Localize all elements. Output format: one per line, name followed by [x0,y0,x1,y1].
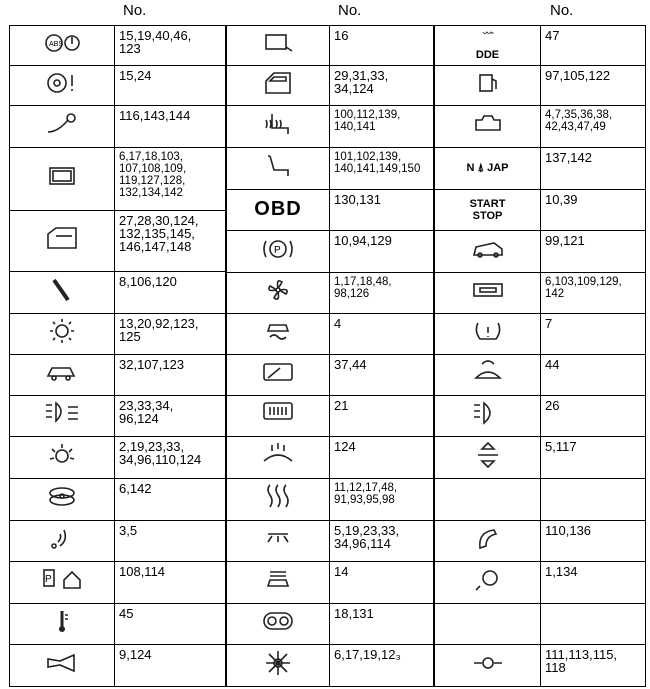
fuse-numbers: 6,17,18,103, 107,108,109, 119,127,128, 132,134,142 [115,147,226,210]
symbol-text: N ⍋ JAP [466,162,509,174]
steering-key-icon [468,566,508,594]
fuse-numbers: 101,102,139, 140,141,149,150 [330,147,434,189]
parking-brake-icon [258,235,298,263]
symbol-text: DDE [475,48,500,61]
fuse-numbers: 11,12,17,48, 91,93,95,98 [330,478,434,520]
park-distance-garage-icon [9,561,115,603]
fuse-numbers: 100,112,139, 140,141 [330,105,434,147]
thermometer-icon [42,607,82,635]
rear-defrost-icon [226,395,330,436]
row-divider [434,686,646,687]
fuse-numbers: 137,142 [541,147,646,189]
fuse-numbers: 99,121 [541,230,646,272]
reading-light-icon [226,520,330,561]
fuse-numbers: 27,28,30,124, 132,135,145, 146,147,148 [115,210,226,271]
car-wash-icon [226,561,330,603]
headlight-washer-icon [434,395,541,436]
fuse-numbers: 8,106,120 [115,271,226,313]
svg-text:ABS: ABS [49,40,64,48]
column-header-2: No. [338,2,362,19]
fuel-pump-icon [468,69,508,97]
fuse-numbers: 4,7,35,36,38, 42,43,47,49 [541,105,646,147]
car-key-icon [9,354,115,395]
column-header-3: No. [550,2,574,19]
abs-brake-warning-icon [42,29,82,57]
phone-icon [434,520,541,561]
headlight-fog-icon [9,395,115,436]
signal-waves-icon [42,524,82,552]
rear-wiper-icon [258,358,298,386]
fuse-numbers: 1,17,18,48, 98,126 [330,272,434,313]
display-screen-icon [9,147,115,210]
fuse-numbers: 130,131 [330,189,434,230]
seat-heating-icon [258,110,298,138]
seat-icon [258,152,298,180]
steering-key-icon [434,561,541,603]
glow-plug-dde-icon [434,25,541,65]
fuse-numbers: 9,124 [115,644,226,686]
seat-heating-icon [226,105,330,147]
washer-fluid-icon [468,358,508,386]
suv-icon [468,235,508,263]
fuse-numbers: 13,20,92,123, 125 [115,313,226,354]
wiper-blade-icon [9,271,115,313]
row-divider [9,686,226,687]
fuse-numbers: 97,105,122 [541,65,646,105]
twin-gauge-icon [226,603,330,644]
car-key-icon [42,358,82,386]
seat-icon [226,147,330,189]
suv-icon [434,230,541,272]
text-symbol [434,189,541,230]
fuse-numbers: 15,19,40,46, 123 [115,25,226,65]
front-defrost-icon [258,441,298,469]
fuse-numbers: 10,94,129 [330,230,434,272]
sunroof-control-icon [434,272,541,313]
symbol-text: START STOP [469,197,506,222]
seat-adjust-icon [434,436,541,478]
fuse-numbers: 108,114 [115,561,226,603]
column-header-1: No. [123,2,147,19]
mirror-icon [258,29,298,57]
plug-connector-icon [434,644,541,686]
thermometer-icon [9,603,115,644]
fuse-numbers: 45 [115,603,226,644]
fuel-pump-icon [434,65,541,105]
svg-text:P: P [45,573,52,585]
rear-defrost-icon [258,399,298,427]
fuse-numbers: 124 [330,436,434,478]
washer-fluid-icon [434,354,541,395]
phone-icon [468,524,508,552]
fuse-numbers: 44 [541,354,646,395]
tire-pressure-icon [434,313,541,354]
fuse-numbers: 23,33,34, 96,124 [115,395,226,436]
display-screen-icon [42,162,82,190]
cd-disc-icon [9,478,115,520]
fan-icon [226,272,330,313]
sunroof-control-icon [468,276,508,304]
fuse-numbers: 29,31,33, 34,124 [330,65,434,105]
snowflake-icon [258,649,298,677]
glow-plug-dde-icon [468,30,508,44]
fuse-numbers: 3,5 [115,520,226,561]
horn-icon [42,649,82,677]
steering-warning-icon [9,65,115,105]
door-open-icon [9,210,115,271]
heat-waves-icon [258,483,298,511]
row-divider [226,686,434,687]
fuse-numbers: 10,39 [541,189,646,230]
fuse-numbers: 2,19,23,33, 34,96,110,124 [115,436,226,478]
fuse-numbers: 5,117 [541,436,646,478]
parking-brake-icon [226,230,330,272]
fuse-numbers: 26 [541,395,646,436]
stability-control-icon [258,317,298,345]
fuse-numbers: 21 [330,395,434,436]
fuse-numbers: 116,143,144 [115,105,226,147]
fuse-numbers: 37,44 [330,354,434,395]
svg-text:P: P [274,244,281,256]
heat-waves-icon [226,478,330,520]
wiper-blade-icon [42,276,82,304]
steering-warning-icon [42,69,82,97]
sun-light-icon [42,317,82,345]
headlight-washer-icon [468,399,508,427]
interior-light-icon [9,436,115,478]
rear-wiper-icon [226,354,330,395]
horn-icon [9,644,115,686]
signal-waves-icon [9,520,115,561]
fuse-numbers: 5,19,23,33, 34,96,114 [330,520,434,561]
park-distance-garage-icon [42,566,82,594]
abs-brake-warning-icon [9,25,115,65]
mirror-icon [226,25,330,65]
gear-lever-icon [9,105,115,147]
interior-light-icon [42,441,82,469]
fuse-numbers: 7 [541,313,646,354]
sun-light-icon [9,313,115,354]
fuse-numbers: 32,107,123 [115,354,226,395]
fuse-numbers [541,603,646,644]
fuse-numbers: 4 [330,313,434,354]
engine-check-icon [468,110,508,138]
headlight-fog-icon [42,399,82,427]
stability-control-icon [226,313,330,354]
text-symbol [434,478,541,520]
door-open-icon [42,224,82,252]
fuse-numbers: 111,113,115, 118 [541,644,646,686]
fuse-numbers: 15,24 [115,65,226,105]
fuse-numbers [541,478,646,520]
engine-check-icon [434,105,541,147]
cd-disc-icon [42,483,82,511]
twin-gauge-icon [258,607,298,635]
seat-adjust-icon [468,441,508,469]
window-door-icon [258,69,298,97]
window-door-icon [226,65,330,105]
fuse-numbers: 47 [541,25,646,65]
fan-icon [258,276,298,304]
snowflake-icon [226,644,330,686]
tire-pressure-icon [468,317,508,345]
fuse-numbers: 6,17,19,12₃ [330,644,434,686]
front-defrost-icon [226,436,330,478]
fuse-numbers: 1,134 [541,561,646,603]
fuse-numbers: 16 [330,25,434,65]
plug-connector-icon [468,649,508,677]
fuse-numbers: 6,142 [115,478,226,520]
symbol-text: OBD [254,198,302,220]
fuse-numbers: 6,103,109,129, 142 [541,272,646,313]
fuse-numbers: 110,136 [541,520,646,561]
fuse-numbers: 14 [330,561,434,603]
reading-light-icon [258,524,298,552]
text-symbol [434,603,541,644]
gear-lever-icon [42,110,82,138]
fuse-numbers: 18,131 [330,603,434,644]
text-symbol [434,147,541,189]
text-symbol [226,189,330,230]
car-wash-icon [258,566,298,594]
